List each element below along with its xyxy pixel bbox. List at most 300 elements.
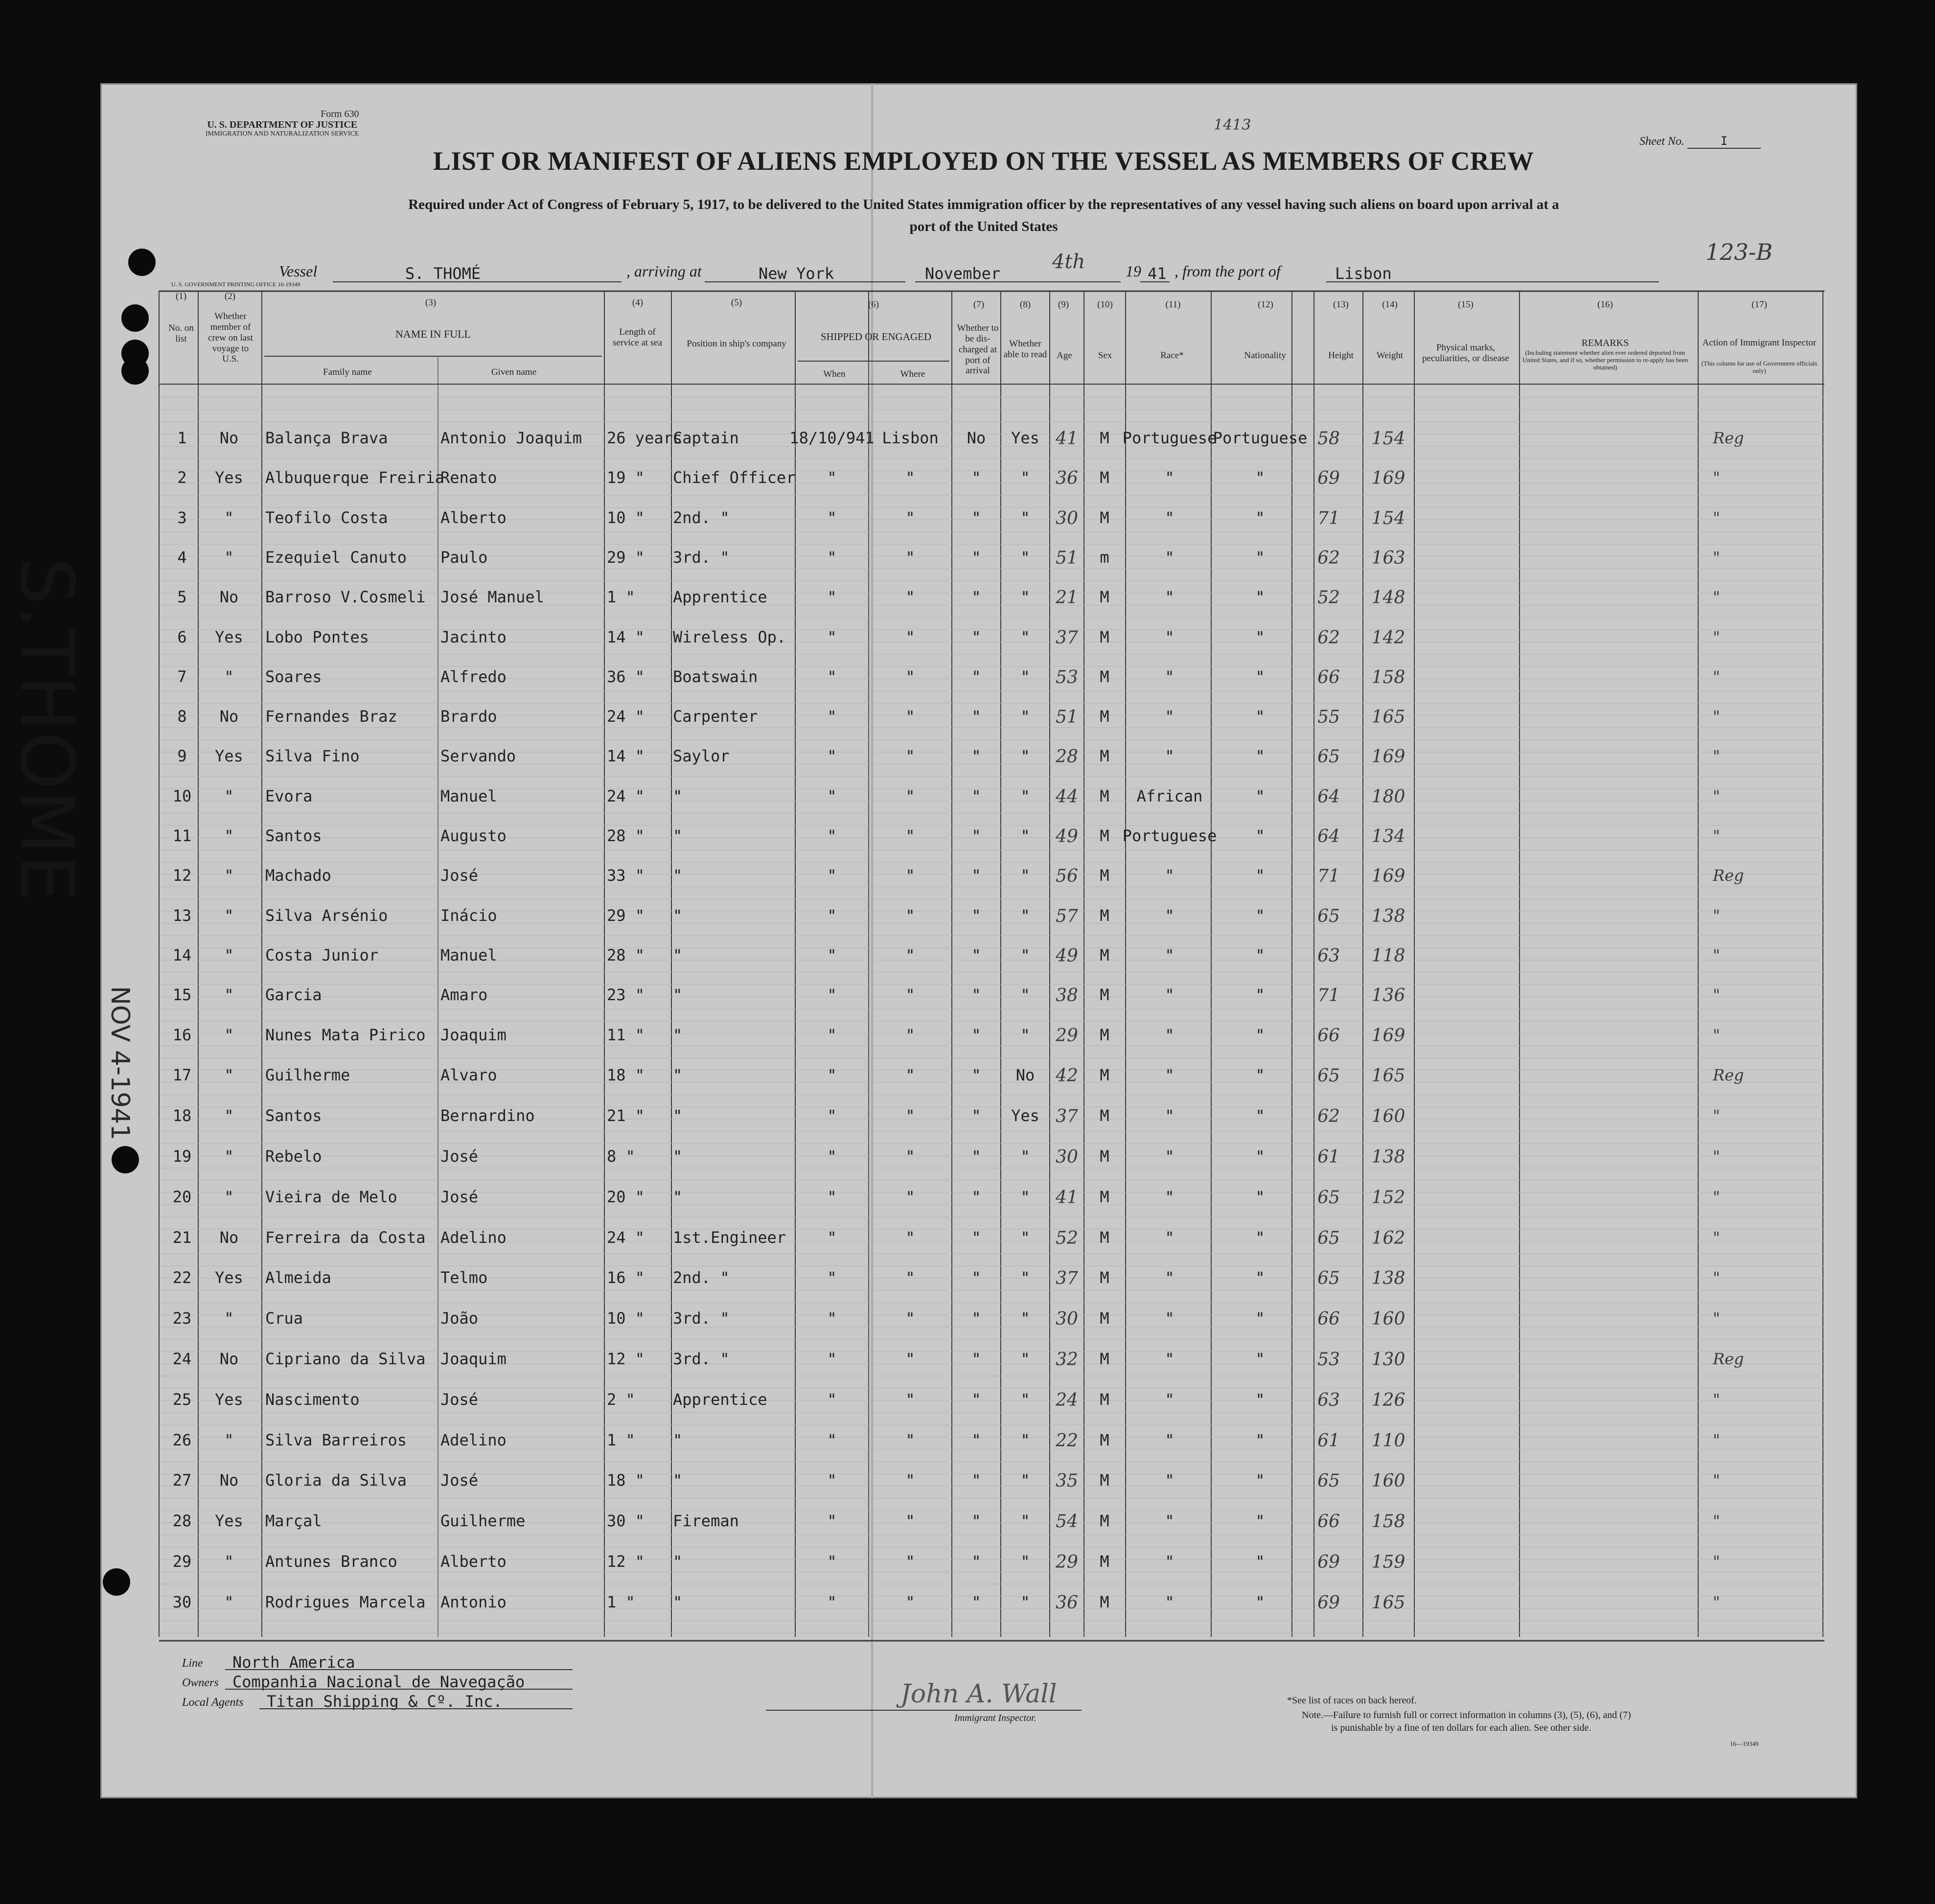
length-of-service: 19 "	[607, 468, 645, 487]
sex: M	[1100, 667, 1109, 686]
crew-last-voyage: "	[224, 1431, 234, 1449]
col-num-9: (9)	[1058, 299, 1069, 310]
position: 3rd. "	[673, 548, 730, 567]
weight: 165	[1371, 707, 1405, 727]
family-name: Gloria da Silva	[265, 1471, 407, 1490]
given-name: Antonio	[440, 1593, 507, 1611]
discharged: "	[971, 1552, 981, 1571]
nationality: "	[1255, 1066, 1265, 1084]
given-name: Jacinto	[440, 628, 507, 646]
header-able-read: Whether able to read	[1003, 339, 1047, 360]
row-number: 15	[172, 986, 192, 1004]
sex: M	[1100, 1431, 1109, 1449]
inspector-label: Immigrant Inspector.	[954, 1713, 1037, 1723]
length-of-service: 1 "	[607, 1593, 635, 1611]
row-number: 6	[177, 628, 187, 646]
height: 61	[1317, 1147, 1340, 1167]
age: 56	[1056, 866, 1078, 886]
weight: 118	[1371, 946, 1405, 966]
footer-line-label: Line	[182, 1657, 203, 1670]
row-number: 13	[172, 906, 192, 925]
nationality: "	[1255, 508, 1265, 527]
footer-owners-value: Companhia Nacional de Navegação	[232, 1673, 525, 1691]
nationality: "	[1255, 1390, 1265, 1409]
able-to-read: Yes	[1011, 1106, 1039, 1125]
length-of-service: 2 "	[607, 1390, 635, 1409]
row-number: 2	[177, 468, 187, 487]
height: 65	[1317, 906, 1340, 926]
shipped-when: "	[827, 1066, 837, 1084]
inspector-action: "	[1713, 986, 1720, 1004]
sex: M	[1100, 1268, 1109, 1287]
length-of-service: 24 "	[607, 787, 645, 805]
inspector-action: "	[1713, 1390, 1720, 1409]
discharged: "	[971, 667, 981, 686]
length-of-service: 16 "	[607, 1268, 645, 1287]
crew-last-voyage: "	[224, 1106, 234, 1125]
shipped-when: "	[827, 946, 837, 964]
weight: 158	[1371, 667, 1405, 688]
race: "	[1165, 588, 1175, 606]
nationality: "	[1255, 1309, 1265, 1328]
nationality: "	[1255, 1431, 1265, 1449]
race: "	[1165, 1026, 1175, 1044]
position: "	[673, 1552, 683, 1571]
discharged: "	[971, 1147, 981, 1166]
nationality: "	[1255, 787, 1265, 805]
position: "	[673, 906, 683, 925]
from-port: Lisbon	[1335, 264, 1392, 283]
footer-agents-label: Local Agents	[182, 1696, 244, 1709]
sex: M	[1100, 1066, 1109, 1084]
family-name: Silva Fino	[265, 747, 360, 765]
row-number: 10	[172, 787, 192, 805]
race: "	[1165, 1309, 1175, 1328]
discharged: "	[971, 628, 981, 646]
sex: M	[1100, 1309, 1109, 1328]
length-of-service: 8 "	[607, 1147, 635, 1166]
crew-last-voyage: No	[219, 1228, 239, 1247]
position: "	[673, 866, 683, 885]
given-name: Augusto	[440, 826, 507, 845]
family-name: Ferreira da Costa	[265, 1228, 426, 1247]
age: 42	[1056, 1066, 1078, 1086]
shipped-when: "	[827, 588, 837, 606]
given-name: Guilherme	[440, 1512, 526, 1530]
arrival-port: New York	[759, 264, 834, 283]
position: "	[673, 1106, 683, 1125]
able-to-read: "	[1020, 747, 1030, 765]
age: 29	[1056, 1552, 1078, 1572]
shipped-where: "	[905, 1512, 915, 1530]
year-suffix: 41	[1148, 264, 1167, 283]
position: Chief Officer	[673, 468, 796, 487]
length-of-service: 18 "	[607, 1066, 645, 1084]
family-name: Silva Barreiros	[265, 1431, 407, 1449]
race: "	[1165, 1552, 1175, 1571]
race: "	[1165, 707, 1175, 726]
age: 21	[1056, 588, 1078, 608]
nationality: "	[1255, 1228, 1265, 1247]
sex: M	[1100, 1147, 1109, 1166]
given-name: Adelino	[440, 1228, 507, 1247]
able-to-read: "	[1020, 1268, 1030, 1287]
shipped-when: "	[827, 1026, 837, 1044]
given-name: Joaquim	[440, 1350, 507, 1368]
family-name: Silva Arsénio	[265, 906, 388, 925]
height: 63	[1317, 946, 1340, 966]
crew-last-voyage: Yes	[215, 468, 243, 487]
arrival-day: 4th	[1052, 251, 1085, 273]
weight: 169	[1371, 468, 1405, 488]
length-of-service: 1 "	[607, 1431, 635, 1449]
shipped-when: "	[827, 826, 837, 845]
height: 69	[1317, 1552, 1340, 1572]
header-no-on-list: No. on list	[168, 323, 194, 344]
nationality: "	[1255, 1512, 1265, 1530]
discharged: "	[971, 1593, 981, 1611]
row-number: 24	[172, 1350, 192, 1368]
col-num-14: (14)	[1382, 299, 1398, 310]
col-num-10: (10)	[1097, 299, 1113, 310]
position: 2nd. "	[673, 508, 730, 527]
sex: M	[1100, 1512, 1109, 1530]
col-num-11: (11)	[1165, 299, 1181, 310]
sex: M	[1100, 1471, 1109, 1490]
height: 65	[1317, 1228, 1340, 1248]
position: "	[673, 1066, 683, 1084]
weight: 162	[1371, 1228, 1405, 1248]
shipped-when: "	[827, 1512, 837, 1530]
crew-last-voyage: "	[224, 508, 234, 527]
shipped-where: "	[905, 468, 915, 487]
position: "	[673, 1147, 683, 1166]
given-name: Amaro	[440, 986, 488, 1004]
shipped-when: "	[827, 1228, 837, 1247]
given-name: Antonio Joaquim	[440, 429, 582, 447]
row-number: 11	[172, 826, 192, 845]
shipped-where: "	[905, 1390, 915, 1409]
race-note: *See list of races on back hereof.	[1287, 1695, 1417, 1706]
crew-last-voyage: No	[219, 707, 239, 726]
family-name: Balança Brava	[265, 429, 388, 447]
shipped-when: "	[827, 707, 837, 726]
length-of-service: 36 "	[607, 667, 645, 686]
age: 37	[1056, 1268, 1078, 1288]
sex: M	[1100, 946, 1109, 964]
length-of-service: 21 "	[607, 1106, 645, 1125]
col-num-15: (15)	[1458, 299, 1474, 310]
family-name: Lobo Pontes	[265, 628, 369, 646]
department-name: U. S. DEPARTMENT OF JUSTICE	[207, 119, 358, 130]
weight: 138	[1371, 1147, 1405, 1167]
family-name: Albuquerque Freiria	[265, 468, 445, 487]
sex: M	[1100, 468, 1109, 487]
family-name: Vieira de Melo	[265, 1188, 397, 1206]
nationality: "	[1255, 1471, 1265, 1490]
shipped-where: "	[905, 707, 915, 726]
inspector-action: "	[1713, 747, 1720, 765]
discharged: "	[971, 707, 981, 726]
crew-last-voyage: No	[219, 1350, 239, 1368]
height: 66	[1317, 1512, 1340, 1532]
sex: M	[1100, 1228, 1109, 1247]
shipped-when: "	[827, 468, 837, 487]
race: "	[1165, 946, 1175, 964]
race: "	[1165, 667, 1175, 686]
inspector-action: "	[1713, 787, 1720, 805]
family-name: Machado	[265, 866, 331, 885]
able-to-read: "	[1020, 946, 1030, 964]
family-name: Guilherme	[265, 1066, 350, 1084]
family-name: Soares	[265, 667, 322, 686]
nationality: "	[1255, 906, 1265, 925]
shipped-where: "	[905, 667, 915, 686]
given-name: José	[440, 1188, 479, 1206]
discharged: "	[971, 1512, 981, 1530]
nationality: "	[1255, 866, 1265, 885]
position: "	[673, 826, 683, 845]
crew-last-voyage: "	[224, 1147, 234, 1166]
weight: 165	[1371, 1066, 1405, 1086]
subtitle-line-1: Required under Act of Congress of February 5, 1917, to be delivered to the United States immigration officer by the representatives of any vessel having such aliens on board upon arrival at a	[408, 197, 1559, 212]
family-name: Evora	[265, 787, 313, 805]
crew-last-voyage: No	[219, 588, 239, 606]
sex: M	[1100, 1026, 1109, 1044]
penalty-note-1: Note.—Failure to furnish full or correct information in columns (3), (5), (6), and (7)	[1302, 1710, 1631, 1720]
age: 32	[1056, 1350, 1078, 1370]
service-name: IMMIGRATION AND NATURALIZATION SERVICE	[206, 130, 359, 138]
able-to-read: "	[1020, 548, 1030, 567]
height: 62	[1317, 1106, 1340, 1126]
age: 57	[1056, 906, 1078, 926]
discharged: "	[971, 1066, 981, 1084]
family-name: Cipriano da Silva	[265, 1350, 426, 1368]
nationality: "	[1255, 1106, 1265, 1125]
length-of-service: 11 "	[607, 1026, 645, 1044]
inspector-action: "	[1713, 1228, 1720, 1247]
discharged: "	[971, 1431, 981, 1449]
given-name: Manuel	[440, 787, 497, 805]
given-name: Alberto	[440, 1552, 507, 1571]
weight: 110	[1371, 1431, 1405, 1451]
crew-last-voyage: "	[224, 1552, 234, 1571]
able-to-read: "	[1020, 1188, 1030, 1206]
shipped-where: "	[905, 628, 915, 646]
weight: 180	[1371, 787, 1405, 807]
race: "	[1165, 1268, 1175, 1287]
age: 37	[1056, 628, 1078, 648]
race: "	[1165, 468, 1175, 487]
sex: M	[1100, 429, 1109, 447]
crew-last-voyage: No	[219, 1471, 239, 1490]
row-number: 17	[172, 1066, 192, 1084]
length-of-service: 18 "	[607, 1471, 645, 1490]
inspector-action: "	[1713, 1431, 1720, 1449]
discharged: "	[971, 1106, 981, 1125]
shipped-where: "	[905, 1066, 915, 1084]
length-of-service: 12 "	[607, 1350, 645, 1368]
shipped-when: "	[827, 1390, 837, 1409]
height: 69	[1317, 1593, 1340, 1613]
weight: 138	[1371, 906, 1405, 926]
shipped-when: "	[827, 1471, 837, 1490]
weight: 169	[1371, 747, 1405, 767]
inspector-action: Reg	[1713, 429, 1744, 447]
height: 64	[1317, 787, 1340, 807]
row-number: 12	[172, 866, 192, 885]
shipped-when: "	[827, 667, 837, 686]
length-of-service: 24 "	[607, 1228, 645, 1247]
discharged: "	[971, 548, 981, 567]
family-name: Garcia	[265, 986, 322, 1004]
shipped-when: "	[827, 548, 837, 567]
inspector-action: "	[1713, 1026, 1720, 1044]
given-name: Inácio	[440, 906, 497, 925]
able-to-read: "	[1020, 906, 1030, 925]
nationality: "	[1255, 1552, 1265, 1571]
given-name: Paulo	[440, 548, 488, 567]
shipped-where: "	[905, 747, 915, 765]
height: 62	[1317, 548, 1340, 568]
position: "	[673, 787, 683, 805]
shipped-when: "	[827, 1350, 837, 1368]
row-number: 9	[177, 747, 187, 765]
length-of-service: 26 years	[607, 429, 683, 447]
col-num-1: (1)	[175, 291, 187, 301]
row-number: 25	[172, 1390, 192, 1409]
weight: 169	[1371, 1026, 1405, 1046]
position: Saylor	[673, 747, 730, 765]
sex: M	[1100, 628, 1109, 646]
shipped-when: "	[827, 1268, 837, 1287]
header-physical: Physical marks, peculiarities, or disease	[1422, 343, 1509, 364]
race: "	[1165, 1471, 1175, 1490]
able-to-read: "	[1020, 468, 1030, 487]
inspector-action: "	[1713, 1471, 1720, 1490]
col-num-5: (5)	[731, 298, 742, 308]
age: 49	[1056, 826, 1078, 847]
inspector-action: Reg	[1713, 1350, 1744, 1368]
family-name: Crua	[265, 1309, 303, 1328]
header-remarks: REMARKS	[1581, 338, 1629, 348]
length-of-service: 14 "	[607, 628, 645, 646]
col-num-3: (3)	[425, 298, 437, 308]
from-port-label: , from the port of	[1175, 262, 1281, 280]
given-name: José	[440, 1147, 479, 1166]
height: 71	[1317, 866, 1340, 886]
inspector-action: "	[1713, 1188, 1720, 1206]
crew-last-voyage: "	[224, 1309, 234, 1328]
age: 35	[1056, 1471, 1078, 1491]
crew-last-voyage: No	[219, 429, 239, 447]
sex: M	[1100, 707, 1109, 726]
inspector-action: "	[1713, 707, 1720, 726]
crew-last-voyage: "	[224, 986, 234, 1004]
given-name: João	[440, 1309, 479, 1328]
discharged: "	[971, 1309, 981, 1328]
race: "	[1165, 508, 1175, 527]
sex: M	[1100, 906, 1109, 925]
position: 2nd. "	[673, 1268, 730, 1287]
age: 54	[1056, 1512, 1078, 1532]
vessel-label: Vessel	[279, 262, 318, 280]
footer-agents-value: Titan Shipping & Cº. Inc.	[267, 1692, 503, 1711]
height: 66	[1317, 1309, 1340, 1329]
age: 44	[1056, 787, 1078, 807]
crew-last-voyage: "	[224, 667, 234, 686]
length-of-service: 28 "	[607, 946, 645, 964]
nationality: "	[1255, 1350, 1265, 1368]
nationality: "	[1255, 707, 1265, 726]
header-race: Race*	[1160, 350, 1184, 361]
header-nationality: Nationality	[1244, 350, 1286, 361]
discharged: "	[971, 1268, 981, 1287]
shipped-when: 18/10/941	[789, 429, 875, 447]
height: 55	[1317, 707, 1340, 727]
position: "	[673, 1593, 683, 1611]
nationality: "	[1255, 986, 1265, 1004]
sex: M	[1100, 1552, 1109, 1571]
race: "	[1165, 1066, 1175, 1084]
age: 51	[1056, 707, 1078, 727]
position: 1st.Engineer	[673, 1228, 786, 1247]
weight: 169	[1371, 866, 1405, 886]
able-to-read: "	[1020, 1228, 1030, 1247]
height: 63	[1317, 1390, 1340, 1410]
inspector-action: "	[1713, 1106, 1720, 1125]
shipped-when: "	[827, 1552, 837, 1571]
height: 58	[1317, 429, 1340, 449]
inspector-action: "	[1713, 946, 1720, 964]
race: "	[1165, 1350, 1175, 1368]
col-num-17: (17)	[1751, 299, 1767, 310]
col-num-7: (7)	[973, 299, 985, 310]
able-to-read: "	[1020, 1390, 1030, 1409]
sex: m	[1100, 548, 1109, 567]
able-to-read: "	[1020, 588, 1030, 606]
discharged: "	[971, 1350, 981, 1368]
position: Apprentice	[673, 588, 767, 606]
length-of-service: 30 "	[607, 1512, 645, 1530]
able-to-read: "	[1020, 1552, 1030, 1571]
sex: M	[1100, 1593, 1109, 1611]
row-number: 5	[177, 588, 187, 606]
family-name: Santos	[265, 1106, 322, 1125]
race: "	[1165, 1512, 1175, 1530]
discharged: "	[971, 1188, 981, 1206]
shipped-when: "	[827, 1309, 837, 1328]
able-to-read: "	[1020, 628, 1030, 646]
subtitle-line-2: port of the United States	[909, 218, 1058, 234]
length-of-service: 23 "	[607, 986, 645, 1004]
row-number: 20	[172, 1188, 192, 1206]
shipped-where: "	[905, 548, 915, 567]
arriving-label: , arriving at	[626, 262, 702, 280]
family-name: Marçal	[265, 1512, 322, 1530]
row-number: 29	[172, 1552, 192, 1571]
crew-last-voyage: Yes	[215, 628, 243, 646]
weight: 160	[1371, 1471, 1405, 1491]
shipped-when: "	[827, 1431, 837, 1449]
discharged: "	[971, 1228, 981, 1247]
length-of-service: 24 "	[607, 707, 645, 726]
shipped-where: "	[905, 1228, 915, 1247]
col-num-16: (16)	[1597, 299, 1613, 310]
footer-line-value: North America	[232, 1653, 355, 1672]
crew-last-voyage: "	[224, 946, 234, 964]
race: African	[1136, 787, 1203, 805]
